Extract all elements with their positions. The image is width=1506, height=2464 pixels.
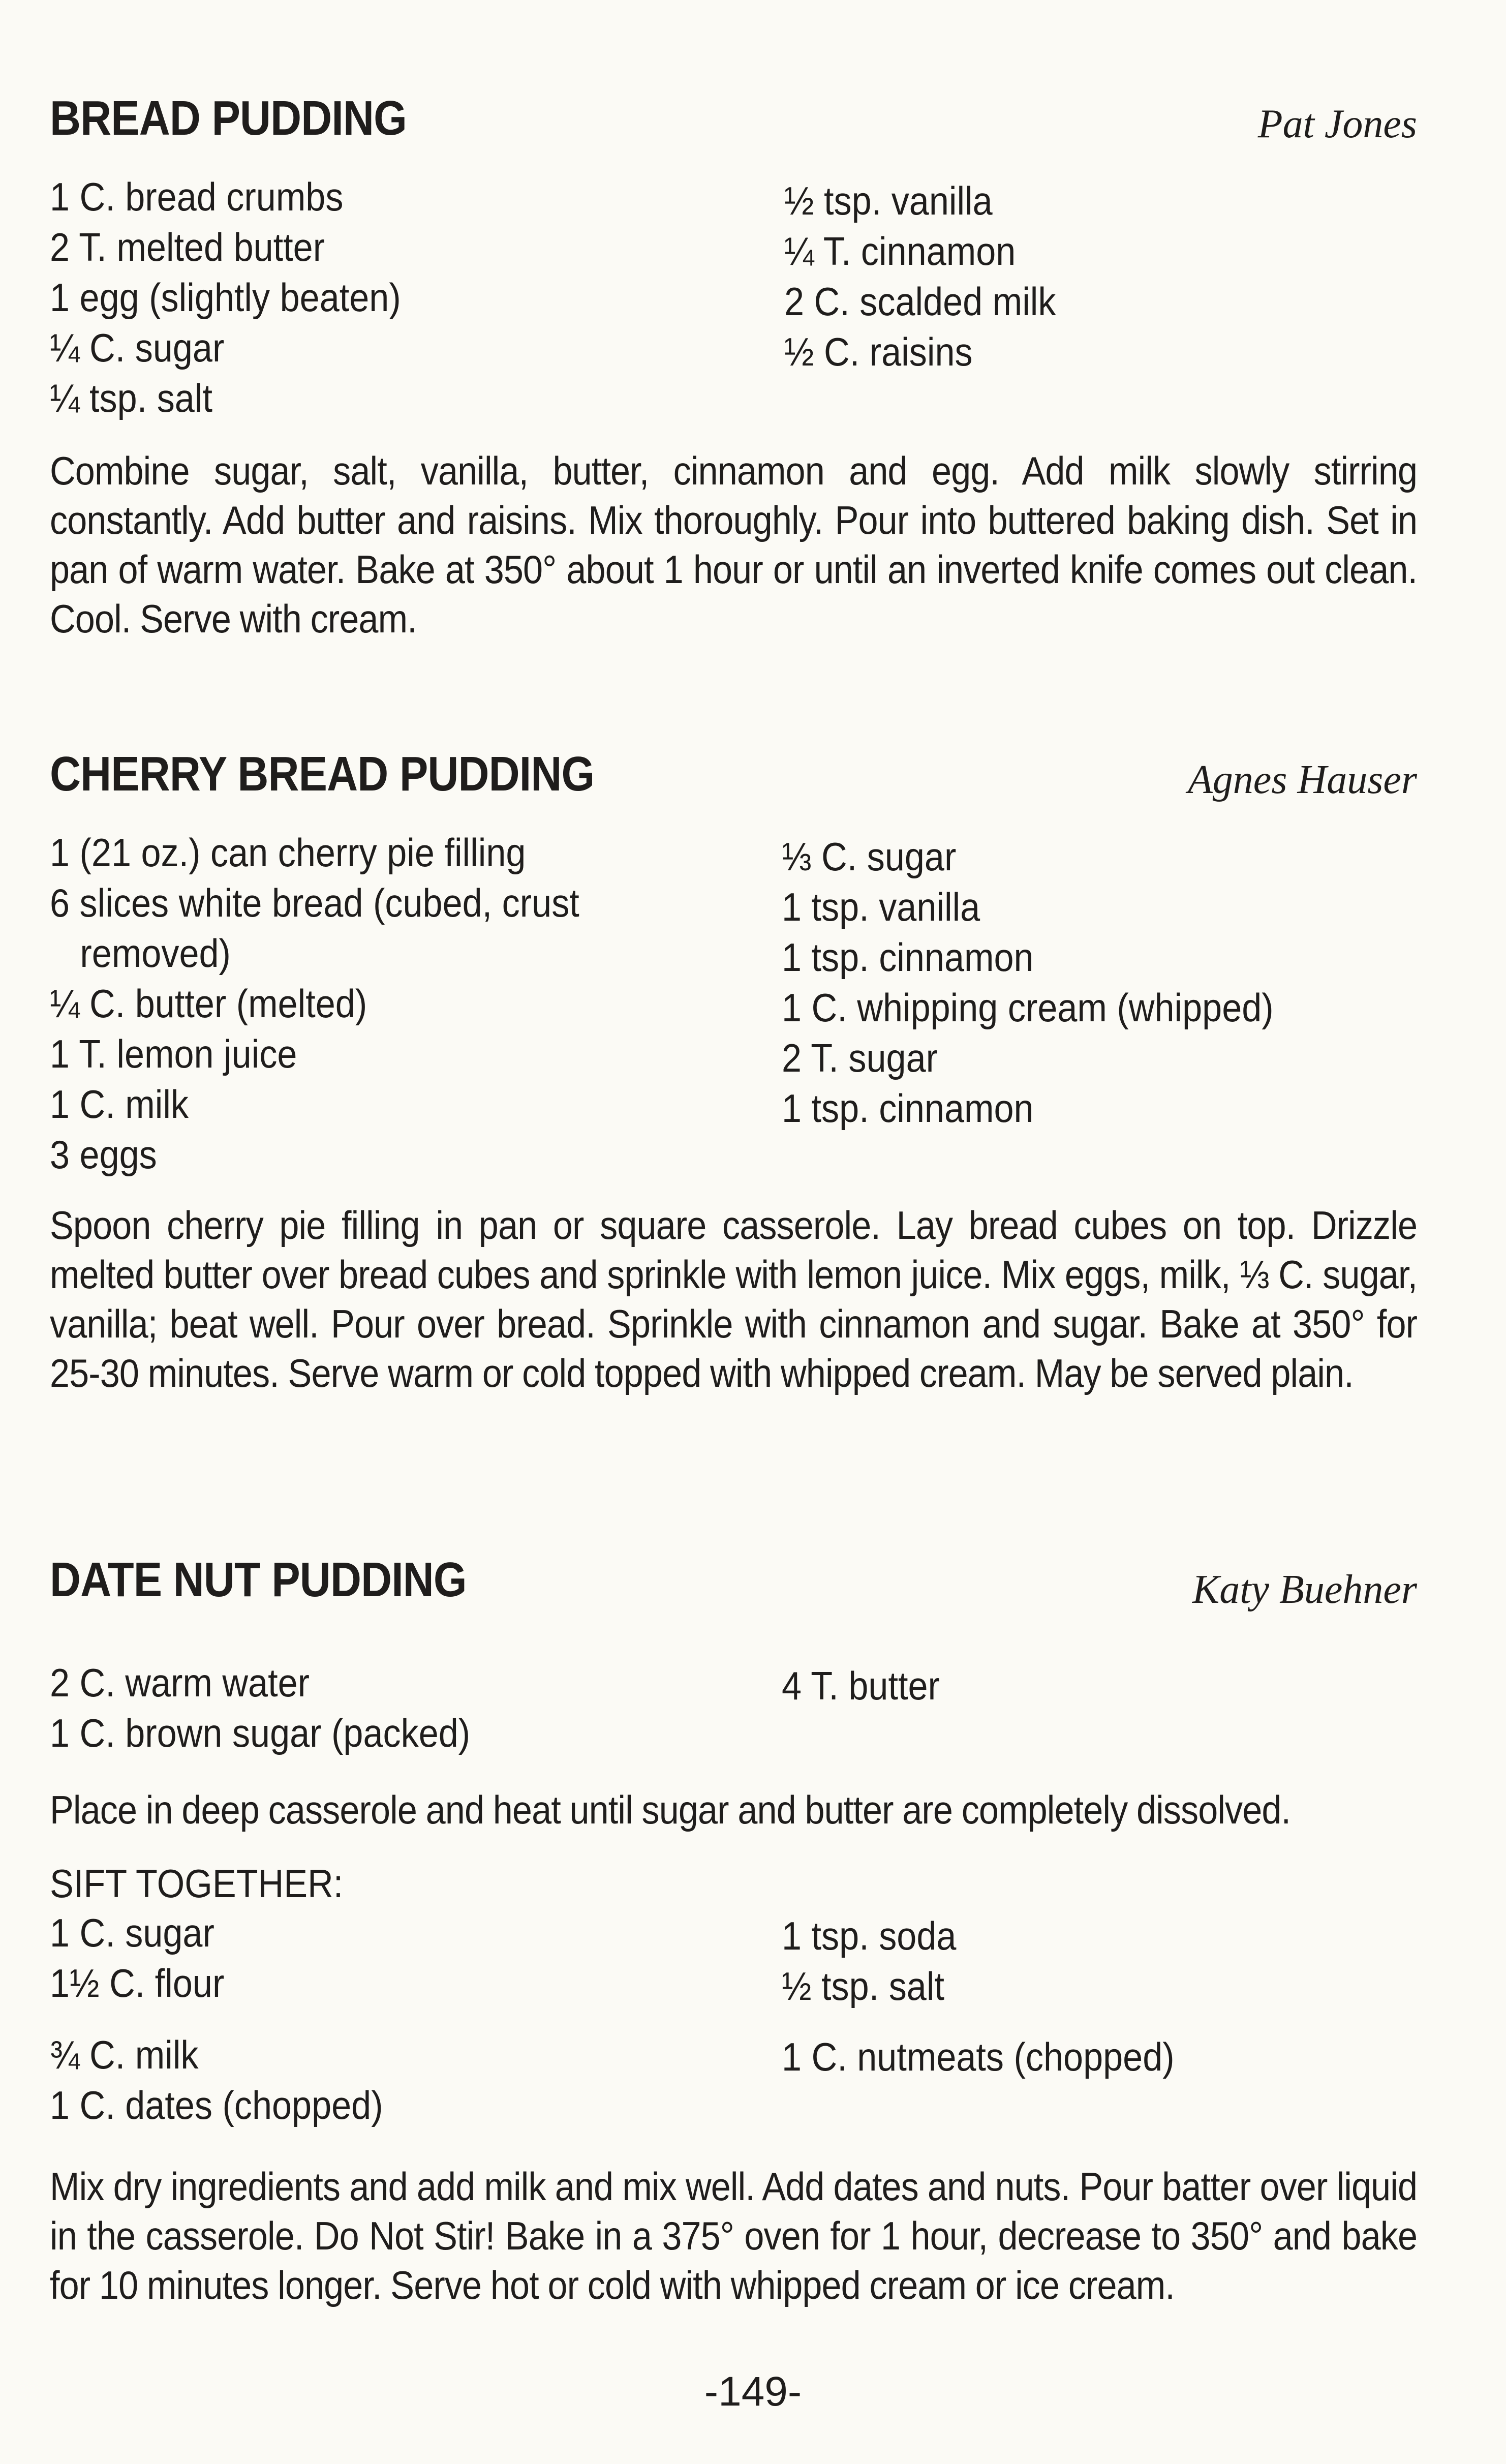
ingredient: 1 C. brown sugar (packed): [50, 1711, 471, 1755]
ingredients-left: [50, 828, 579, 1180]
ingredients-left-2: [50, 1908, 224, 2009]
ingredient: 1 tsp. cinnamon: [782, 935, 1034, 980]
ingredient: 3 eggs: [50, 1132, 157, 1177]
ingredient: ⅓ C. sugar: [782, 834, 957, 879]
ingredients-left-1: [50, 1658, 470, 1758]
ingredient: 1 C. dates (chopped): [50, 2083, 383, 2127]
recipe-title: DATE NUT PUDDING: [50, 1553, 467, 1607]
ingredient: ½ tsp. salt: [782, 1964, 944, 2009]
ingredients-right-3: [782, 2032, 1175, 2082]
ingredient: 4 T. butter: [782, 1663, 940, 1708]
ingredient: ¼ tsp. salt: [50, 376, 212, 420]
ingredient: 1 C. nutmeats (chopped): [782, 2034, 1175, 2079]
recipe-author: Katy Buehner: [1192, 1567, 1417, 1612]
ingredient: 1 C. milk: [50, 1082, 189, 1127]
ingredients-right-1: [782, 1661, 940, 1711]
directions-text: Mix dry ingredients and add milk and mix well. Add dates and nuts. Pour batter over liquid in the casserole. Do Not Stir! Bake in a 375° oven for 1 hour, decrease to 350° and bake for 10 minutes longer. Serve hot or cold with whipped cream or ice cream.: [50, 2164, 1418, 2307]
directions-text: Place in deep casserole and heat until sugar and butter are completely dissolved.: [50, 1787, 1291, 1832]
recipe-directions: [50, 446, 1417, 644]
recipe-title: CHERRY BREAD PUDDING: [50, 747, 595, 801]
ingredient: 2 T. melted butter: [50, 225, 325, 269]
ingredient: 1 tsp. soda: [782, 1913, 957, 1958]
directions-text: Combine sugar, salt, vanilla, butter, cinnamon and egg. Add milk slowly stirring constantly. Add butter and raisins. Mix thoroughly. Pour into buttered baking dish. Set in pan of warm water. Bake at 350° about 1 hour or until an inverted knife comes out clean. Cool. Serve with cream.: [50, 448, 1418, 641]
recipe-author: Pat Jones: [1257, 102, 1417, 146]
ingredient: 2 C. warm water: [50, 1660, 310, 1705]
ingredient: removed): [80, 931, 231, 976]
recipe-directions: [50, 1201, 1417, 1398]
ingredient: 2 C. scalded milk: [784, 279, 1056, 324]
recipe-author: Agnes Hauser: [1187, 757, 1417, 802]
sift-together-label: SIFT TOGETHER:: [50, 1861, 344, 1906]
ingredient: ¼ C. sugar: [50, 325, 225, 370]
ingredient: 1 C. bread crumbs: [50, 174, 344, 219]
ingredient: 1 (21 oz.) can cherry pie filling: [50, 830, 526, 875]
ingredient: 1 tsp. cinnamon: [782, 1086, 1034, 1131]
recipe-title: BREAD PUDDING: [50, 91, 407, 145]
ingredient: 1 C. sugar: [50, 1910, 214, 1955]
page-number: -149-: [704, 2368, 802, 2415]
ingredient: ¼ T. cinnamon: [784, 229, 1016, 273]
ingredient: 1 C. whipping cream (whipped): [782, 985, 1274, 1030]
ingredients-left-3: [50, 2030, 383, 2131]
recipe-directions-1: [50, 1785, 1417, 1835]
ingredient: ½ C. raisins: [784, 329, 973, 374]
ingredients-right: [782, 832, 1274, 1134]
recipe-directions-2: [50, 2162, 1417, 2310]
ingredients-right: [784, 176, 1056, 377]
ingredients-right-2: [782, 1911, 956, 2012]
directions-text: Spoon cherry pie filling in pan or square casserole. Lay bread cubes on top. Drizzle melted butter over bread cubes and sprinkle with lemon juice. Mix eggs, milk, ⅓ C. sugar, vanilla; beat well. Pour over bread. Sprinkle with cinnamon and sugar. Bake at 350° for 25-30 minutes. Serve warm or cold topped with whipped cream. May be served plain.: [50, 1203, 1418, 1395]
ingredient: ½ tsp. vanilla: [784, 178, 993, 223]
ingredient: 2 T. sugar: [782, 1036, 938, 1080]
ingredient: 6 slices white bread (cubed, crust: [50, 880, 579, 925]
ingredient: 1 egg (slightly beaten): [50, 275, 401, 320]
ingredient: 1 T. lemon juice: [50, 1031, 297, 1076]
ingredient: 1 tsp. vanilla: [782, 885, 980, 929]
ingredients-left: [50, 172, 401, 423]
ingredient: ¼ C. butter (melted): [50, 981, 367, 1026]
ingredient: ¾ C. milk: [50, 2032, 199, 2077]
ingredient: 1½ C. flour: [50, 1961, 225, 2005]
